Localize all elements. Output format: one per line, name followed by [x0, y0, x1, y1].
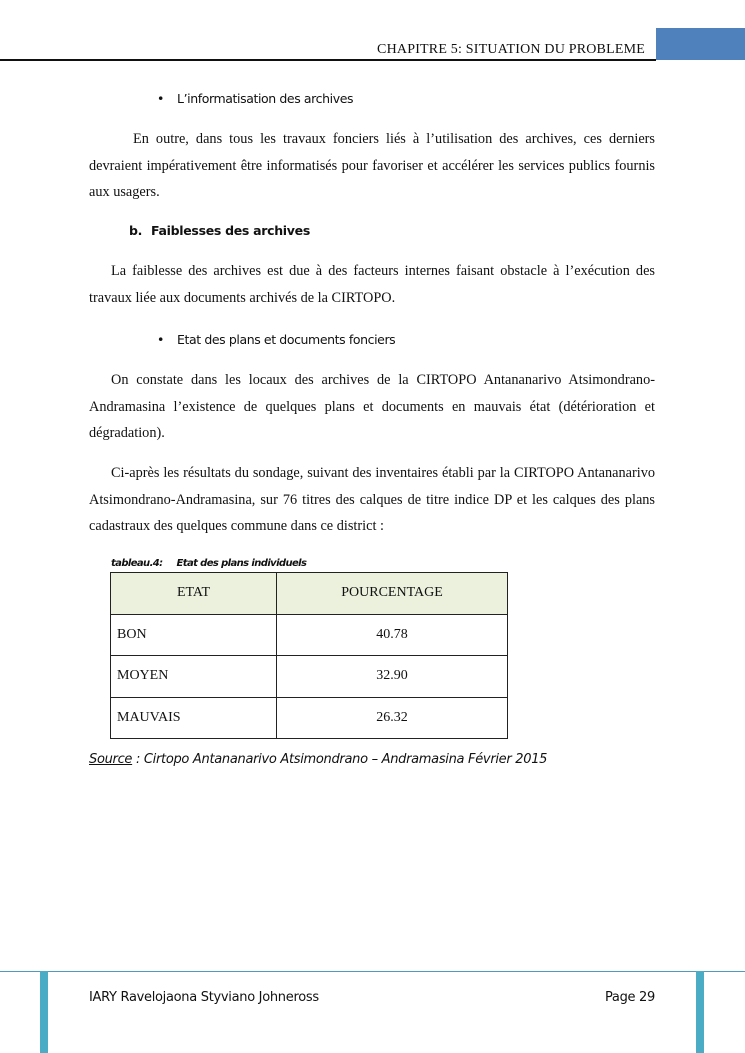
bullet-heading-informatisation — [157, 91, 353, 106]
bullet-heading-text: Etat des plans et documents fonciers — [177, 332, 396, 347]
bullet-icon: • — [157, 91, 164, 106]
bullet-icon: • — [157, 332, 164, 347]
paragraph-sondage: Ci-après les résultats du sondage, suivant des inventaires établi par la CIRTOPO Antananarivo Atsimondrano-Andramasina, sur 76 titres des calques de titre indice DP et les calques des plans cadastraux des quelques commune dans ce district : — [89, 465, 655, 534]
chapter-title: CHAPITRE 5: SITUATION DU PROBLEME — [377, 42, 645, 57]
table-cell-etat: BON — [111, 614, 277, 656]
table-header-pourcentage: POURCENTAGE — [277, 573, 508, 615]
subheading-marker: b. — [129, 223, 143, 238]
bullet-heading-text: L’informatisation des archives — [177, 91, 354, 106]
table-caption — [111, 558, 306, 569]
table-header-etat: ETAT — [111, 573, 277, 615]
header-divider — [0, 59, 656, 61]
table-cell-pourcentage: 26.32 — [277, 697, 508, 739]
etat-plans-table — [110, 572, 508, 739]
table-cell-etat: MOYEN — [111, 656, 277, 698]
page-number: Page 29 — [604, 990, 655, 1005]
header-accent-block — [656, 28, 745, 60]
subheading-faiblesses — [129, 223, 310, 238]
table-cell-etat: MAUVAIS — [111, 697, 277, 739]
subheading-text: Faiblesses des archives — [151, 223, 310, 238]
table-header-row — [111, 573, 508, 615]
paragraph-informatisation: En outre, dans tous les travaux fonciers liés à l’utilisation des archives, ces derniers devraient impérativement être informatisés pour favoriser et accélérer les services publics fournis aux usagers. — [89, 131, 655, 200]
footer-author: IARY Ravelojaona Styviano Johneross — [89, 990, 319, 1005]
paragraph-constat: On constate dans les locaux des archives de la CIRTOPO Antananarivo Atsimondrano-Andramasina l’existence de quelques plans et documents en mauvais état (détérioration et dégradation). — [89, 372, 655, 441]
footer-divider — [0, 971, 745, 972]
footer-right-bar — [696, 971, 704, 1053]
paragraph-faiblesses: La faiblesse des archives est due à des facteurs internes faisant obstacle à l’exécution des travaux liée aux documents archivés de la CIRTOPO. — [89, 263, 655, 306]
table-row — [111, 614, 508, 656]
table-caption-number: tableau.4: — [111, 558, 163, 569]
table-cell-pourcentage: 32.90 — [277, 656, 508, 698]
table-row — [111, 656, 508, 698]
table-row — [111, 697, 508, 739]
source-label: Source — [89, 752, 133, 767]
table-source — [89, 752, 547, 767]
source-text: : Cirtopo Antananarivo Atsimondrano – Andramasina Février 2015 — [132, 752, 548, 767]
table-caption-title: Etat des plans individuels — [176, 558, 307, 569]
bullet-heading-etat-plans — [157, 332, 395, 347]
table-cell-pourcentage: 40.78 — [277, 614, 508, 656]
footer-left-bar — [40, 971, 48, 1053]
